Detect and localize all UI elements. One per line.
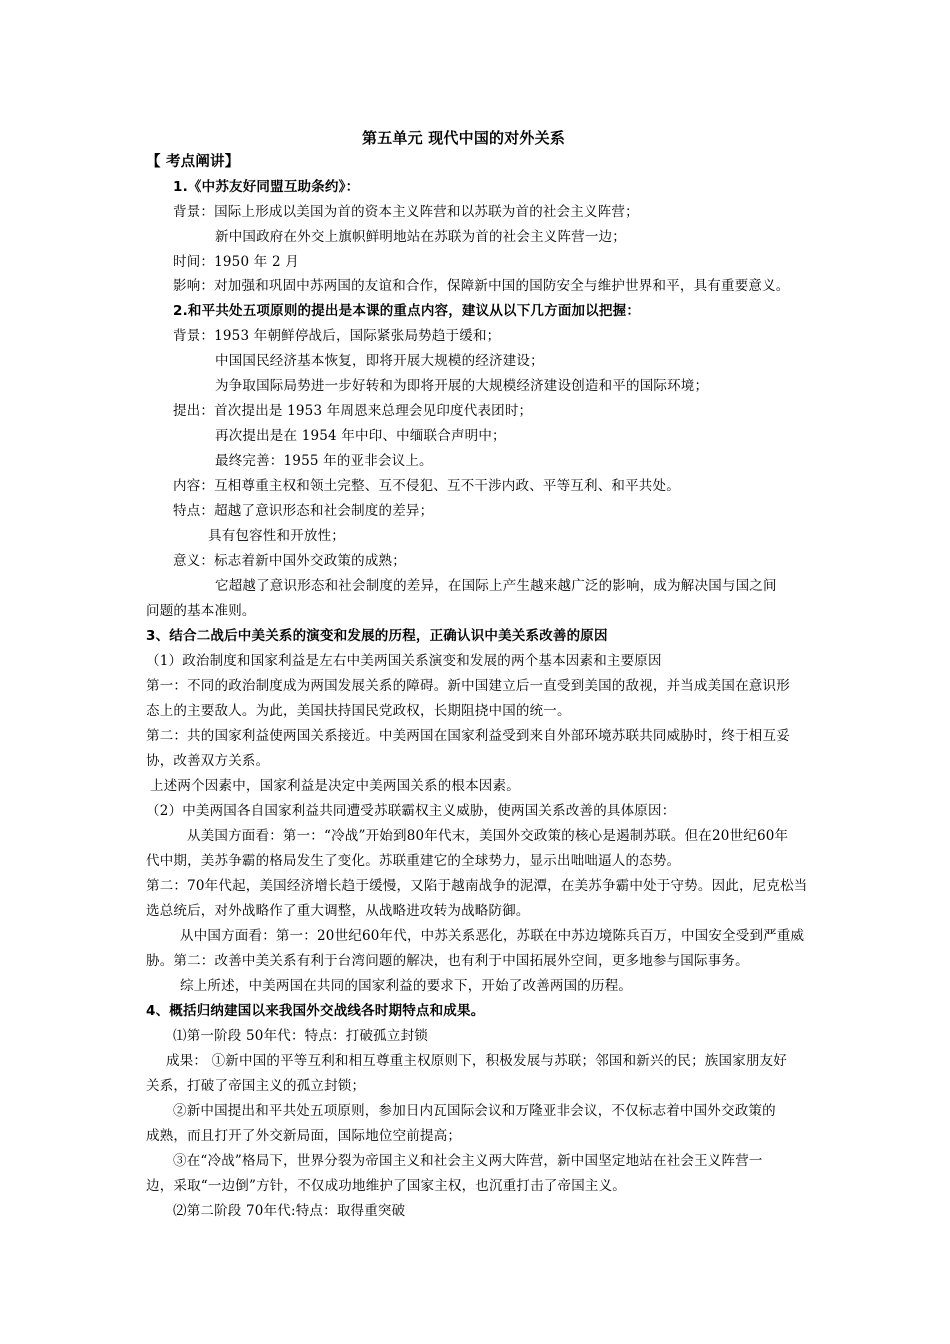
s3-line-10: 第二：70年代起，美国经济增长趋于缓慢，又陷于越南战争的泥潭，在美苏争霸中处于守势。因此，尼克松当 (146, 878, 808, 894)
s3-line-14: 综上所述，中美两国在共同的国家利益的要求下，开始了改善两国的历程。 (180, 978, 633, 994)
s2-significance-2: 它超越了意识形态和社会制度的差异，在国际上产生越来越广泛的影响，成为解决国与国之间 (215, 578, 777, 594)
s1-time: 时间：1950 年 2 月 (173, 254, 299, 270)
s2-proposal-3: 最终完善：1955 年的亚非会议上。 (215, 453, 433, 469)
s4-line-3: 关系，打破了帝国主义的孤立封锁； (146, 1078, 366, 1094)
s4-line-8: ⑵第二阶段 70年代:特点：取得重突破 (173, 1203, 406, 1219)
s1-impact: 影响：对加强和巩固中苏两国的友谊和合作，保障新中国的国防安全与维护世界和平，具有重要意义。 (173, 278, 790, 294)
s2-content: 内容：互相尊重主权和领土完整、互不侵犯、互不干涉内政、平等互利、和平共处。 (173, 478, 680, 494)
s2-background-3: 为争取国际局势进一步好转和为即将开展的大规模经济建设创造和平的国际环境； (215, 378, 709, 394)
section-3-heading: 3、结合二战后中美关系的演变和发展的历程，正确认识中美关系改善的原因 (146, 628, 608, 644)
s2-feature-1: 特点：超越了意识形态和社会制度的差异； (173, 503, 434, 519)
s2-significance-1: 意义：标志着新中国外交政策的成熟； (173, 553, 406, 569)
s3-line-8: 从美国方面看：第一：“冷战”开始到80年代末，美国外交政策的核心是遏制苏联。但在20世纪60年 (187, 828, 789, 844)
s3-line-11: 选总统后，对外战略作了重大调整，从战略进攻转为战略防御。 (146, 903, 530, 919)
s2-background-2: 中国国民经济基本恢复，即将开展大规模的经济建设； (215, 353, 544, 369)
s3-line-7: （2）中美两国各自国家利益共同遭受苏联霸权主义威胁，使两国关系改善的具体原因： (146, 803, 676, 819)
section-4-heading: 4、概括归纳建国以来我国外交战线各时期特点和成果。 (146, 1003, 485, 1019)
s2-proposal-2: 再次提出是在 1954 年中印、中缅联合声明中； (215, 428, 506, 444)
section-2-heading: 2.和平共处五项原则的提出是本课的重点内容，建议从以下几方面加以把握： (173, 303, 641, 319)
s2-feature-2: 具有包容性和开放性； (208, 528, 345, 544)
s2-background-1: 背景：1953 年朝鲜停战后，国际紧张局势趋于缓和； (173, 328, 501, 344)
kaodian-heading: 【 考点阐讲】 (146, 154, 240, 170)
s4-line-1: ⑴第一阶段 50年代：特点：打破孤立封锁 (173, 1028, 428, 1044)
s1-background-1: 背景：国际上形成以美国为首的资本主义阵营和以苏联为首的社会主义阵营； (173, 204, 639, 220)
s3-line-4: 第二：共的国家利益使两国关系接近。中美两国在国家利益受到来自外部环境苏联共同威胁时，终于相互妥 (146, 728, 790, 744)
s3-line-9: 代中期，美苏争霸的格局发生了变化。苏联重建它的全球势力，显示出咄咄逼人的态势。 (146, 853, 681, 869)
s2-significance-3: 问题的基本准则。 (146, 603, 256, 619)
s4-line-6: ③在“冷战”格局下，世界分裂为帝国主义和社会主义两大阵营，新中国坚定地站在社会王义阵营一 (173, 1153, 763, 1169)
s4-line-4: ②新中国提出和平共处五项原则，参加日内瓦国际会议和万隆亚非会议，不仅标志着中国外交政策的 (173, 1103, 776, 1119)
s3-line-3: 态上的主要敌人。为此，美国扶持国民党政权，长期阻挠中国的统一。 (146, 703, 571, 719)
s1-background-2: 新中国政府在外交上旗帜鲜明地站在苏联为首的社会主义阵营一边； (215, 229, 626, 245)
s3-line-5: 协，改善双方关系。 (146, 753, 270, 769)
s2-proposal-1: 提出：首次提出是 1953 年周恩来总理会见印度代表团时； (173, 403, 533, 419)
s3-line-13: 胁。第二：改善中美关系有利于台湾问题的解决，也有利于中国拓展外空间，更多地参与国际事务。 (146, 953, 749, 969)
section-1-heading: 1.《中苏友好同盟互助条约》： (173, 179, 360, 195)
s3-line-6: 上述两个因素中，国家利益是决定中美两国关系的根本因素。 (150, 778, 520, 794)
s4-line-5: 成熟，而且打开了外交新局面，国际地位空前提高； (146, 1128, 462, 1144)
s4-line-7: 边，采取“一边倒”方针，不仅成功地维护了国家主权，也沉重打击了帝国主义。 (146, 1178, 627, 1194)
s3-line-1: （1）政治制度和国家利益是左右中美两国关系演变和发展的两个基本因素和主要原因 (146, 653, 662, 669)
s4-line-2: 成果： ①新中国的平等互利和相互尊重主权原则下，积极发展与苏联；邻国和新兴的民；族国家朋友好 (166, 1053, 787, 1069)
s3-line-2: 第一：不同的政治制度成为两国发展关系的障碍。新中国建立后一直受到美国的敌视，并当成美国在意识形 (146, 678, 790, 694)
document-title: 第五单元 现代中国的对外关系 (362, 129, 566, 147)
s3-line-12: 从中国方面看：第一：20世纪60年代，中苏关系恶化，苏联在中苏边境陈兵百万，中国安全受到严重威 (180, 928, 805, 944)
